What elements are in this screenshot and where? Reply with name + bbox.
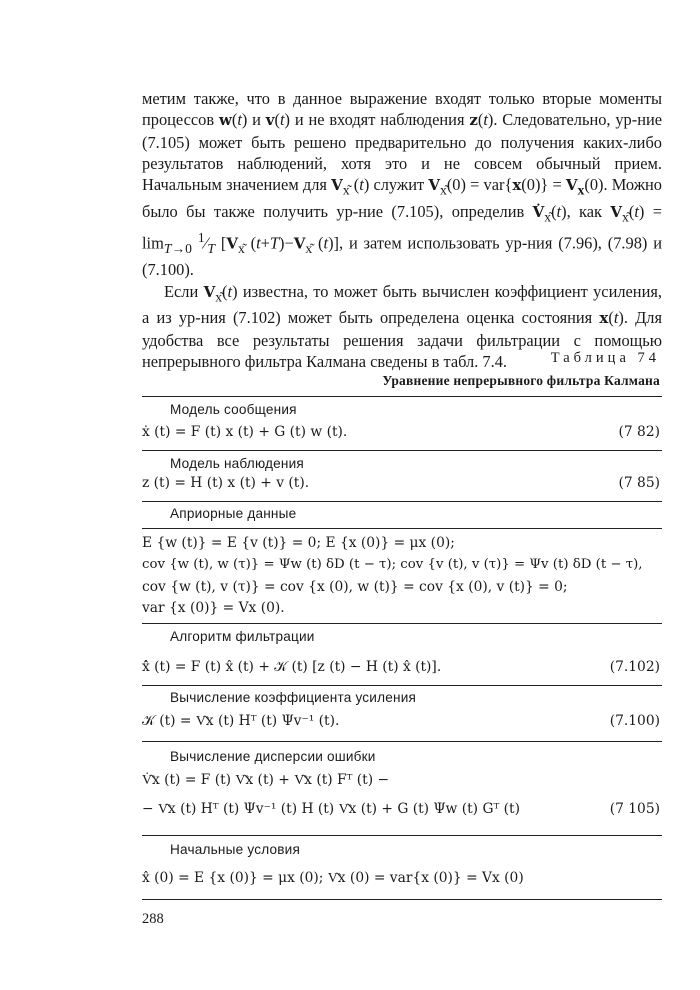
section-heading: Априорные данные [170, 506, 297, 521]
table-title: Уравнение непрерывного фильтра Калмана [382, 373, 660, 388]
equation: cov {w (t), w (τ)} = Ψw (t) δD (t − τ); cov {v (t), v (τ)} = Ψv (t) δD (t − τ), [142, 557, 643, 572]
section-rule [142, 835, 662, 836]
equation-number: (7 85) [618, 475, 660, 491]
equation: V̇͂x (t) = F (t) V͂x (t) + V͂x (t) Fᵀ (t) − [142, 772, 390, 788]
table-top-rule [142, 396, 662, 397]
section-rule [142, 623, 662, 624]
equation: E {w (t)} = E {v (t)} = 0; E {x (0)} = μx (0); [142, 535, 455, 551]
page-number: 288 [142, 911, 164, 927]
section-heading: Начальные условия [170, 842, 301, 857]
table-caption [382, 350, 660, 389]
paragraph-2: Если $V_{x͂}(t)$ известна, то может быть вычислен коэффициент усиления, а из ур-ния (7.102) может быть определена оценка состояния x(t). Для удобства все результаты решения задачи фильтрации с помощью непрерывного фильтра Калмана сведены в табл. 7.4. [142, 281, 662, 371]
section-rule [142, 501, 662, 502]
section-rule [142, 450, 662, 451]
section-heading: Модель наблюдения [170, 456, 304, 471]
equation: z (t) = H (t) x (t) + v (t). [142, 475, 310, 491]
equation-number: (7.102) [609, 659, 660, 675]
equation: ẋ (t) = F (t) x (t) + G (t) w (t). [142, 424, 348, 440]
equation: − V͂x (t) Hᵀ (t) Ψv⁻¹ (t) H (t) V͂x (t) + G (t) Ψw (t) Gᵀ (t) [142, 801, 520, 817]
body-text [142, 88, 662, 372]
section-heading: Вычисление дисперсии ошибки [170, 749, 376, 764]
equation-number: (7.100) [609, 713, 660, 729]
table-bottom-rule [142, 899, 662, 900]
equation: cov {w (t), v (τ)} = cov {x (0), w (t)} = cov {x (0), v (t)} = 0; [142, 579, 568, 595]
section-rule [142, 741, 662, 742]
section-heading: Алгоритм фильтрации [170, 629, 315, 644]
paragraph-1: метим также, что в данное выражение входят только вторые моменты процессов w(t) и v(t) и не входят наблюдения z(t). Следовательно, ур-ние (7.105) может быть решено предварительно до получения каких-либо результатов наблюдений, хотя это и не совсем обычный прием. Начальным значением для $V_{x͂}$ (t) служит $V_{x͂}(0) = var\{x(0)\} = V_x(0)$. Можно было бы также получить ур-ние (7.105), определив $V̇_{x͂}(t)$, как $V_{x͂}(t) = \lim_{T\to 0}$ $^1⁄_T$ [$V_{x͂}$ $(t+T)-V_{x͂}$ (t)], и затем использовать ур-ния (7.96), (7.98) и (7.100). [142, 89, 663, 280]
equation-number: (7 82) [618, 424, 660, 440]
table-number: Таблица 74 [550, 350, 660, 366]
section-heading: Модель сообщения [170, 402, 297, 417]
equation: 𝒦 (t) = V͂x (t) Hᵀ (t) Ψv⁻¹ (t). [142, 713, 340, 729]
equation: var {x (0)} = Vx (0). [142, 600, 285, 616]
equation: x̂ (0) = E {x (0)} = μx (0); V͂x (0) = var{x (0)} = Vx (0) [142, 870, 524, 886]
equation-number: (7 105) [609, 801, 660, 817]
equation: x̂̇ (t) = F (t) x̂ (t) + 𝒦 (t) [z (t) − H (t) x̂ (t)]. [142, 659, 442, 675]
section-heading: Вычисление коэффициента усиления [170, 690, 417, 705]
section-rule [142, 528, 662, 529]
section-rule [142, 685, 662, 686]
